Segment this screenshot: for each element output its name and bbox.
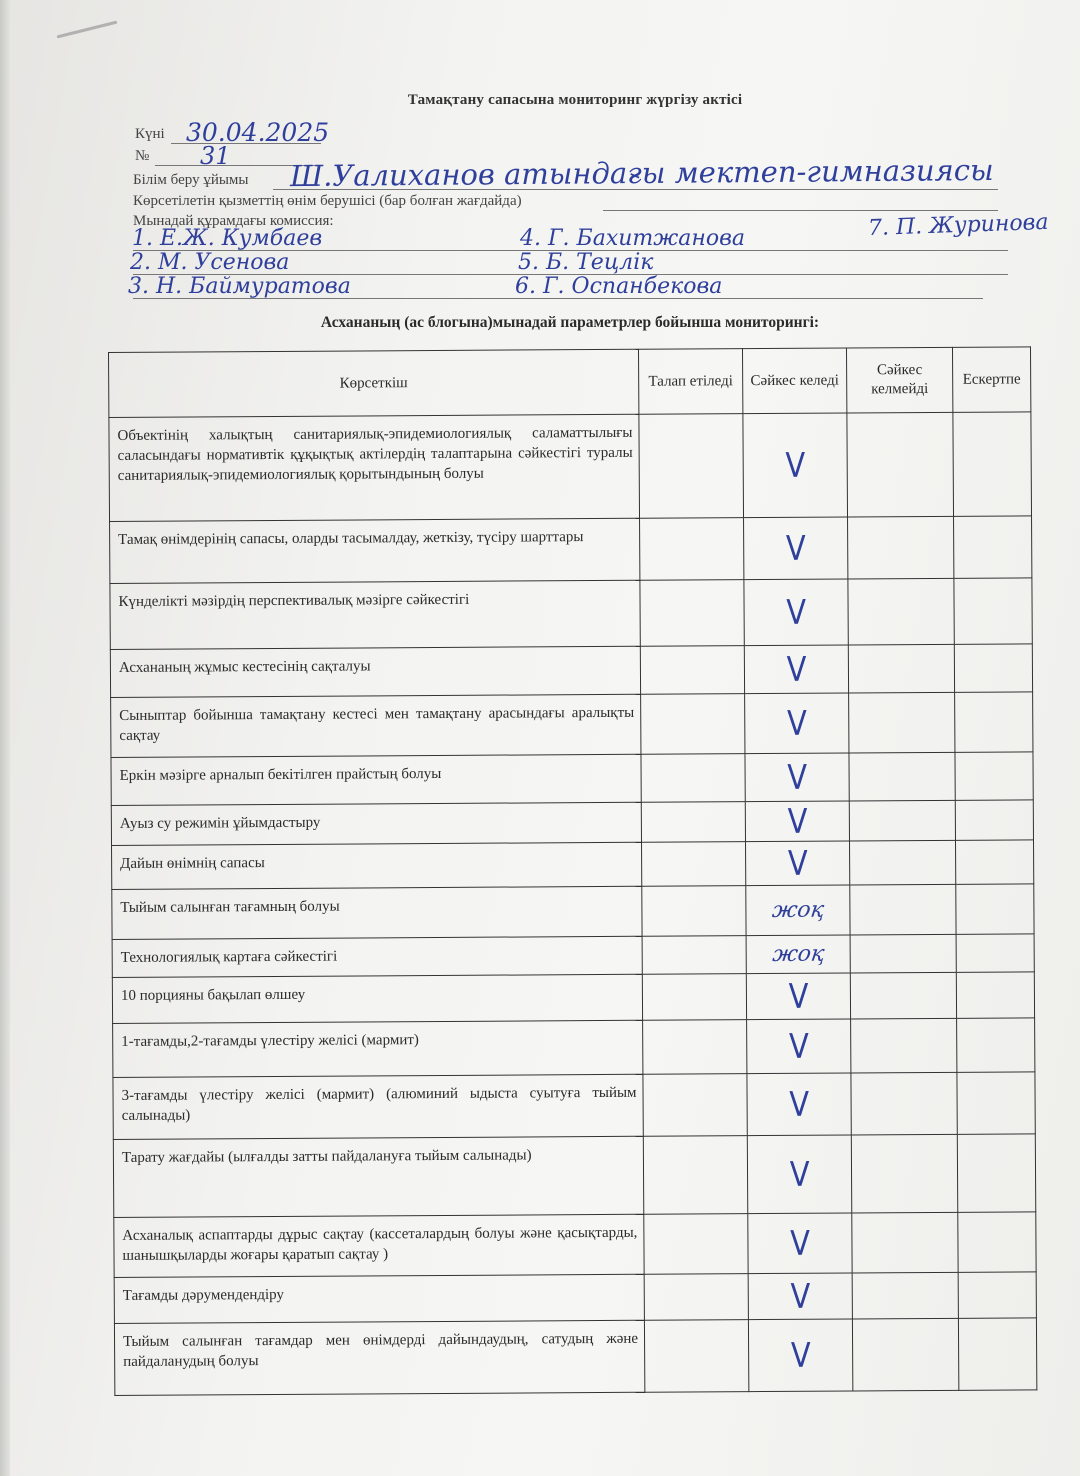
checkmark-icon: V — [785, 528, 806, 569]
organization-value: Ш.Уалиханов атындағы мектеп-гимназиясы — [289, 152, 994, 194]
indicator-cell: Технологиялық картаға сәйкестігі — [112, 936, 642, 977]
indicator-cell: 1-тағамды,2-тағамды үлестіру желісі (мармит) — [113, 1020, 643, 1077]
needs-improvement-cell — [640, 646, 744, 695]
compliant-cell — [747, 1135, 851, 1214]
indicator-cell: Тамақ өнімдерінің сапасы, оларды тасымалдау, жеткізу, түсіру шарттары — [110, 518, 640, 583]
needs-improvement-cell — [644, 1274, 748, 1321]
compliant-cell — [744, 579, 848, 646]
indicator-cell: Тыйым салынған тағамның болуы — [112, 886, 642, 939]
table-row — [113, 1134, 1035, 1218]
note-cell — [957, 1018, 1035, 1072]
needs-improvement-cell — [642, 886, 746, 937]
indicator-cell: Тыйым салынған тағамдар мен өнімдерді дайындаудың, сатудың және пайдаланудың болуы — [114, 1320, 644, 1395]
commission-member-5: 5. Б. Тецлік — [518, 250, 654, 275]
compliant-cell — [745, 693, 849, 754]
handwritten-note: жоқ — [770, 897, 826, 923]
non-compliant-cell — [849, 800, 955, 841]
indicator-cell: Тағамды дәрумендендіру — [114, 1274, 644, 1323]
note-cell — [958, 1212, 1036, 1272]
indicator-cell: Дайын өнімнің сапасы — [112, 842, 642, 889]
checkmark-icon: V — [788, 976, 809, 1017]
checkmark-icon: V — [790, 1276, 811, 1317]
compliant-cell — [748, 1319, 852, 1392]
handwritten-note: жоқ — [770, 941, 826, 967]
non-compliant-cell — [849, 692, 955, 753]
checkmark-icon: V — [790, 1335, 811, 1376]
table-row — [112, 972, 1034, 1024]
date-label: Күні — [135, 126, 165, 142]
commission-member-7: 7. П. Журинова — [867, 209, 1049, 242]
non-compliant-cell — [851, 1134, 957, 1213]
header-compliant: Сәйкес келеді — [742, 348, 846, 414]
table-row — [113, 1072, 1035, 1140]
number-value: 31 — [200, 142, 231, 170]
page-edge-shadow — [0, 0, 10, 1476]
note-cell — [956, 972, 1034, 1018]
note-cell — [955, 752, 1033, 800]
indicator-cell: Еркін мәзірге арналып бекітілген прайстың болуы — [111, 754, 641, 805]
commission-member-6: 6. Г. Оспанбекова — [515, 274, 723, 299]
needs-improvement-cell — [639, 414, 744, 519]
needs-improvement-cell — [640, 518, 744, 581]
note-cell — [954, 516, 1032, 578]
needs-improvement-cell — [644, 1320, 748, 1393]
compliant-cell — [746, 841, 850, 886]
note-cell — [958, 1272, 1036, 1318]
checkmark-icon: V — [789, 1084, 810, 1125]
non-compliant-cell — [852, 1272, 958, 1319]
non-compliant-cell — [848, 644, 954, 693]
checkmark-icon: V — [789, 1154, 810, 1195]
checkmark-icon: V — [786, 592, 807, 633]
checkmark-icon: V — [786, 649, 807, 690]
commission-member-2: 2. М. Усенова — [130, 250, 290, 275]
compliant-cell — [747, 1073, 851, 1136]
note-cell — [955, 800, 1033, 840]
indicator-cell: Объектінің халықтың санитариялық-эпидемиологиялық саламаттылығы саласындағы нормативтік құқықтық актілердің талаптарына сәйкестігі туралы санитариялық-эпидемиологиялық қорытындының болуы — [109, 414, 640, 521]
non-compliant-cell — [850, 840, 956, 885]
compliant-cell — [744, 645, 848, 694]
table-row — [112, 884, 1034, 940]
needs-improvement-cell — [643, 1136, 747, 1215]
non-compliant-cell — [848, 516, 954, 579]
note-cell — [957, 1072, 1035, 1134]
table-row — [111, 800, 1033, 846]
checkmark-icon: V — [787, 757, 808, 798]
note-cell — [957, 1134, 1035, 1212]
needs-improvement-cell — [641, 754, 745, 803]
needs-improvement-cell — [644, 1214, 748, 1275]
needs-improvement-cell — [643, 1074, 747, 1137]
table-row — [114, 1318, 1036, 1396]
checkmark-icon: V — [786, 703, 807, 744]
number-label: № — [135, 148, 150, 164]
needs-improvement-cell — [642, 936, 746, 975]
note-cell — [954, 644, 1032, 692]
non-compliant-cell — [850, 972, 956, 1019]
needs-improvement-cell — [642, 842, 746, 887]
non-compliant-cell — [852, 1318, 958, 1391]
table-row — [112, 840, 1034, 890]
compliant-cell — [744, 517, 848, 580]
indicator-cell: Ауыз су режимін ұйымдастыру — [111, 802, 641, 845]
needs-improvement-cell — [641, 694, 745, 755]
compliant-cell — [745, 801, 849, 842]
table-row — [109, 412, 1032, 522]
note-cell — [956, 934, 1034, 972]
header-needs-improvement: Талап етіледі — [638, 349, 742, 415]
indicator-cell: Асханалық аспаптарды дұрыс сақтау (кассеталардың болуы және қасықтарды, шанышқыларды жоғары қаратып сақтау ) — [114, 1214, 644, 1277]
compliant-cell — [746, 935, 850, 974]
table-row — [110, 578, 1032, 650]
checkmark-icon: V — [785, 445, 806, 486]
note-cell — [954, 578, 1032, 644]
table-row — [110, 516, 1032, 584]
checkmark-icon: V — [787, 801, 808, 842]
non-compliant-cell — [850, 934, 956, 973]
organization-label: Білім беру ұйымы — [133, 172, 249, 188]
table-row — [113, 1018, 1035, 1078]
indicator-cell: 3-тағамды үлестіру желісі (мармит) (алюминий ыдыста суытуға тыйым салынады) — [113, 1074, 643, 1139]
indicator-cell: Асхананың жұмыс кестесінің сақталуы — [110, 646, 640, 697]
table-row — [110, 644, 1032, 698]
checkmark-icon: V — [789, 1223, 810, 1264]
compliant-cell — [743, 413, 848, 518]
non-compliant-cell — [849, 752, 955, 801]
pen-mark — [57, 21, 118, 39]
table-row — [114, 1212, 1036, 1278]
needs-improvement-cell — [641, 802, 745, 843]
compliant-cell — [748, 1273, 852, 1320]
non-compliant-cell — [848, 578, 954, 645]
needs-improvement-cell — [642, 974, 746, 1021]
table-row — [112, 934, 1034, 978]
indicator-cell: Сыныптар бойынша тамақтану кестесі мен тамақтану арасындағы аралықты сақтау — [111, 694, 641, 757]
section-title: Асхананың (ас блогына)мынадай параметрлер бойынша мониторингі: — [320, 314, 820, 331]
checkmark-icon: V — [788, 1026, 809, 1067]
indicator-cell: Тарату жағдайы (ылғалды затты пайдалануға тыйым салынады) — [113, 1136, 643, 1217]
needs-improvement-cell — [643, 1020, 747, 1075]
checkmark-icon: V — [787, 843, 808, 884]
table-header-row — [109, 347, 1031, 418]
commission-member-3: 3. Н. Баймуратова — [128, 274, 351, 299]
date-value: 30.04.2025 — [186, 118, 330, 147]
commission-member-1: 1. Е.Ж. Кумбаев — [132, 226, 323, 251]
needs-improvement-cell — [640, 580, 744, 647]
compliant-cell — [746, 885, 850, 936]
non-compliant-cell — [851, 1072, 957, 1135]
note-cell — [958, 1318, 1036, 1390]
non-compliant-cell — [851, 1018, 957, 1073]
note-cell — [956, 884, 1034, 934]
non-compliant-cell — [850, 884, 956, 935]
provider-label: Көрсетілетін қызметтің өнім берушісі (бар болған жағдайда) — [133, 193, 522, 209]
table-row — [114, 1272, 1036, 1324]
table-row — [111, 692, 1033, 758]
compliant-cell — [746, 973, 850, 1020]
header-non-compliant: Сәйкес келмейді — [846, 347, 952, 413]
indicator-cell: 10 порцияны бақылап өлшеу — [112, 974, 642, 1023]
note-cell — [953, 412, 1032, 516]
non-compliant-cell — [852, 1212, 958, 1273]
note-cell — [955, 692, 1033, 752]
commission-label: Мынадай құрамдағы комиссия: — [133, 213, 334, 229]
document-title: Тамақтану сапасына мониторинг жүргізу актісі — [407, 92, 743, 108]
compliant-cell — [747, 1019, 851, 1074]
monitoring-table — [108, 346, 1037, 1396]
compliant-cell — [748, 1213, 852, 1274]
compliant-cell — [745, 753, 849, 802]
header-indicator: Көрсеткіш — [109, 349, 639, 417]
table-row — [111, 752, 1033, 806]
non-compliant-cell — [847, 412, 954, 517]
indicator-cell: Күнделікті мәзірдің перспективалық мәзірге сәйкестігі — [110, 580, 640, 649]
note-cell — [955, 840, 1033, 884]
commission-member-4: 4. Г. Бахитжанова — [520, 226, 746, 251]
header-note: Ескертпе — [952, 347, 1030, 412]
